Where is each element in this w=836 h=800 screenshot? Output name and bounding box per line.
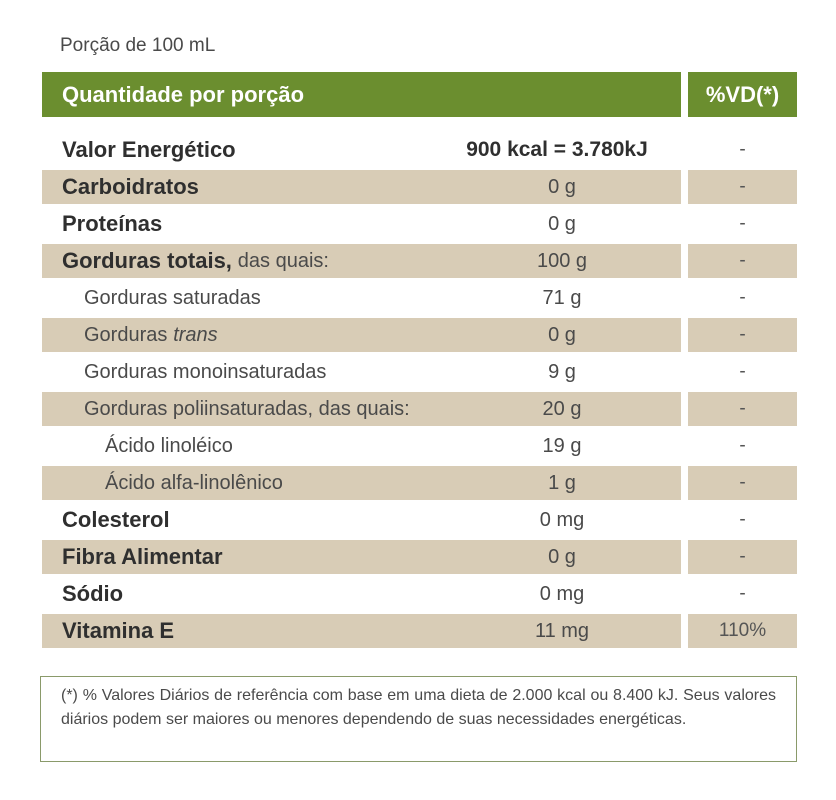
nutrient-name: Ácido alfa-linolênico (105, 471, 283, 494)
nutrient-vd: - (739, 287, 746, 308)
nutrient-amount: 11 mg (534, 619, 590, 642)
nutrient-name: Gorduras saturadas (84, 286, 261, 309)
nutrient-name: Carboidratos (62, 174, 199, 199)
nutrient-amount: 900 kcal = 3.780kJ (466, 138, 648, 161)
nutrient-amount: 0 g (548, 323, 576, 346)
nutrient-amount: 0 mg (539, 508, 585, 531)
footnote: (*) % Valores Diários de referência com base em uma dieta de 2.000 kcal ou 8.400 kJ. Seus valores diários podem ser maiores ou menores dependendo de suas necessidades energéticas. (40, 676, 797, 762)
nutrient-name-main: Gorduras totais, (62, 248, 232, 273)
nutrient-vd: - (739, 583, 746, 604)
nutrient-name: Vitamina E (62, 618, 175, 643)
nutrient-name-suffix: trans (173, 323, 218, 346)
nutrient-amount: 20 g (542, 397, 582, 420)
nutrient-name (84, 318, 218, 352)
nutrient-vd: 110% (718, 620, 767, 641)
nutrition-row-sodium (42, 577, 797, 611)
nutrition-row-carbs (42, 170, 797, 204)
nutrient-amount: 100 g (536, 249, 588, 272)
nutrition-row-saturated-fat (42, 281, 797, 315)
portion-size: Porção de 100 mL (60, 35, 216, 56)
nutrient-amount: 0 g (548, 212, 576, 235)
nutrition-row-alpha-linolenic-acid (42, 466, 797, 500)
nutrient-vd: - (739, 546, 746, 567)
nutrition-row-trans-fat (42, 318, 797, 352)
nutrient-vd: - (739, 435, 746, 456)
header-quantity (42, 72, 681, 117)
nutrient-amount: 1 g (548, 471, 576, 494)
nutrient-amount: 0 mg (539, 582, 585, 605)
nutrient-vd: - (739, 176, 746, 197)
nutrient-name: Gorduras monoinsaturadas (84, 360, 327, 383)
nutrition-row-total-fat (42, 244, 797, 278)
nutrient-vd: - (739, 324, 746, 345)
nutrient-name: Fibra Alimentar (62, 544, 223, 569)
nutrient-name-suffix: das quais: (237, 249, 329, 272)
nutrition-row-cholesterol (42, 503, 797, 537)
nutrient-amount: 19 g (542, 434, 582, 457)
nutrition-row-protein (42, 207, 797, 241)
nutrition-row-vitamin-e (42, 614, 797, 648)
nutrient-amount: 0 g (548, 545, 576, 568)
header-quantity-label: Quantidade por porção (62, 81, 305, 107)
nutrient-vd: - (739, 139, 746, 160)
header-vd (688, 72, 797, 117)
nutrient-vd: - (739, 361, 746, 382)
nutrient-amount: 71 g (542, 286, 582, 309)
nutrient-name: Valor Energético (62, 137, 236, 162)
nutrition-row-fiber (42, 540, 797, 574)
nutrition-row-monounsaturated-fat (42, 355, 797, 389)
nutrient-vd: - (739, 398, 746, 419)
nutrient-amount: 0 g (548, 175, 576, 198)
nutrient-name: Colesterol (62, 507, 170, 532)
nutrient-name: Proteínas (62, 211, 163, 236)
nutrient-name: Sódio (62, 581, 124, 606)
nutrient-name (62, 244, 329, 278)
header-vd-label: %VD(*) (705, 81, 780, 107)
nutrient-amount: 9 g (548, 360, 576, 383)
nutrient-vd: - (739, 472, 746, 493)
nutrition-row-polyunsaturated-fat (42, 392, 797, 426)
nutrient-vd: - (739, 250, 746, 271)
nutrient-vd: - (739, 213, 746, 234)
nutrient-name: Ácido linoléico (105, 434, 233, 457)
nutrition-row-energy (42, 133, 797, 167)
nutrient-vd: - (739, 509, 746, 530)
nutrition-row-linoleic-acid (42, 429, 797, 463)
nutrient-name-main: Gorduras (84, 323, 168, 346)
nutrient-name: Gorduras poliinsaturadas, das quais: (84, 397, 410, 420)
